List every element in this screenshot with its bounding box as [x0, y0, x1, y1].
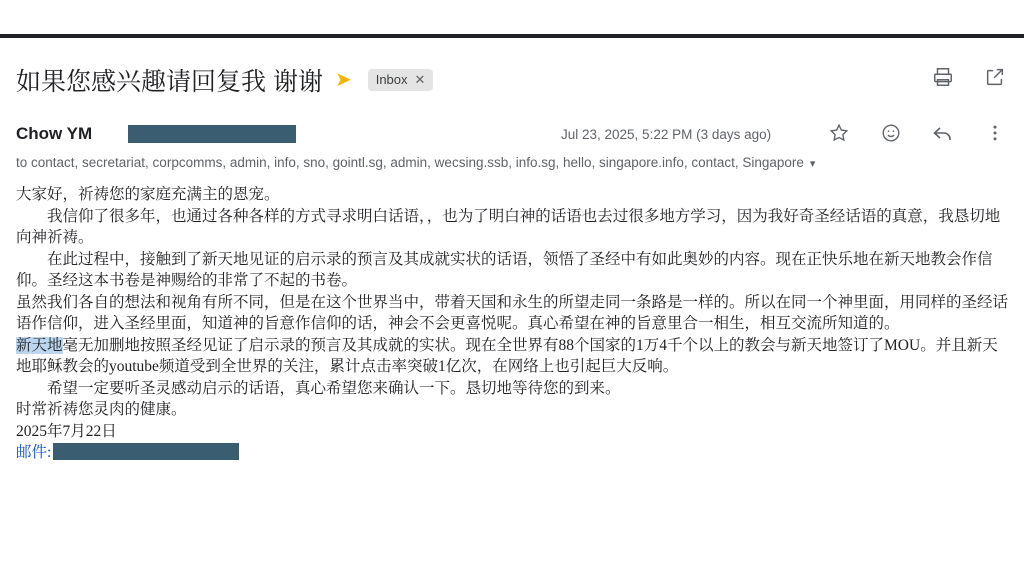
- sender-name[interactable]: Chow YM: [16, 124, 93, 143]
- message-action-bar: [826, 120, 1008, 146]
- body-paragraph-6: 希望一定要听圣灵感动启示的话语，真心希望您来确认一下。恳切地等待您的到来。: [47, 379, 621, 397]
- body-paragraph-8: 2025年7月22日: [16, 422, 117, 440]
- signature-line: [16, 442, 1012, 464]
- body-paragraph-7: 时常祈祷您灵肉的健康。: [16, 401, 187, 418]
- open-in-new-window-icon[interactable]: [982, 64, 1008, 90]
- page-title: 如果您感兴趣请回复我 谢谢: [16, 68, 323, 96]
- printer-icon[interactable]: [930, 64, 956, 90]
- sender-email-redaction: [128, 125, 296, 143]
- email-timestamp: Jul 23, 2025, 5:22 PM (3 days ago): [561, 127, 772, 142]
- label-chip-inbox[interactable]: [368, 69, 434, 91]
- close-icon[interactable]: ✕: [414, 72, 426, 87]
- signature-label: 邮件:: [16, 444, 52, 461]
- yellow-flag-icon: ➤: [334, 69, 352, 91]
- body-paragraph-1: 大家好，祈祷您的家庭充满主的恩宠。: [16, 186, 280, 203]
- body-paragraph-2: 我信仰了很多年，也通过各种各样的方式寻求明白话语，，也为了明白神的话语也去过很多地方学习，因为我好奇圣经话语的真意，我恳切地向神祈祷。: [16, 207, 1001, 246]
- recipients-line[interactable]: [16, 155, 1008, 170]
- email-reading-pane: [0, 38, 1024, 566]
- reply-arrow-icon[interactable]: [930, 120, 956, 146]
- subject-action-bar: [930, 64, 1008, 90]
- body-paragraph-5-rest: 毫无加删地按照圣经见证了启示录的预言及其成就的实状。现在全世界有88个国家的1万4千个以上的教会与新天地签订了MOU。并且新天地耶稣教会的youtube频道受到全世界的关注，累计点击率突破1亿次，在网络上也引起巨大反响。: [16, 336, 998, 375]
- more-options-icon[interactable]: [982, 120, 1008, 146]
- recipients-text: to contact, secretariat, corpcomms, admin, info, sno, gointl.sg, admin, wecsing.ssb, info.sg, hello, singapore.info, contact, Singapore: [16, 155, 804, 170]
- smiley-face-icon[interactable]: [878, 120, 904, 146]
- chevron-down-icon[interactable]: ▾: [809, 157, 816, 170]
- browser-top-bar: [0, 0, 1024, 34]
- highlighted-term: 新天地: [16, 336, 63, 354]
- email-body: [16, 184, 1012, 464]
- label-chip-text: Inbox: [375, 72, 408, 87]
- body-paragraph-5: [16, 335, 1012, 378]
- star-icon[interactable]: [826, 120, 852, 146]
- subject-row: [16, 60, 1008, 100]
- signature-email-redaction: [53, 443, 239, 460]
- body-paragraph-3: 在此过程中，接触到了新天地见证的启示录的预言及其成就实状的话语，领悟了圣经中有如此奥妙的内容。现在正快乐地在新天地教会作信仰。圣经这本书卷是神赐给的非常了不起的书卷。: [16, 250, 993, 289]
- sender-row: [16, 124, 1008, 150]
- body-paragraph-4: 虽然我们各自的想法和视角有所不同，但是在这个世界当中，带着天国和永生的所望走同一条路是一样的。所以在同一个神里面，用同样的圣经话语作信仰，进入圣经里面，知道神的旨意作信仰的话，神会不会更喜悦呢。真心希望在神的旨意里合一相生，相互交流所知道的。: [16, 293, 1009, 332]
